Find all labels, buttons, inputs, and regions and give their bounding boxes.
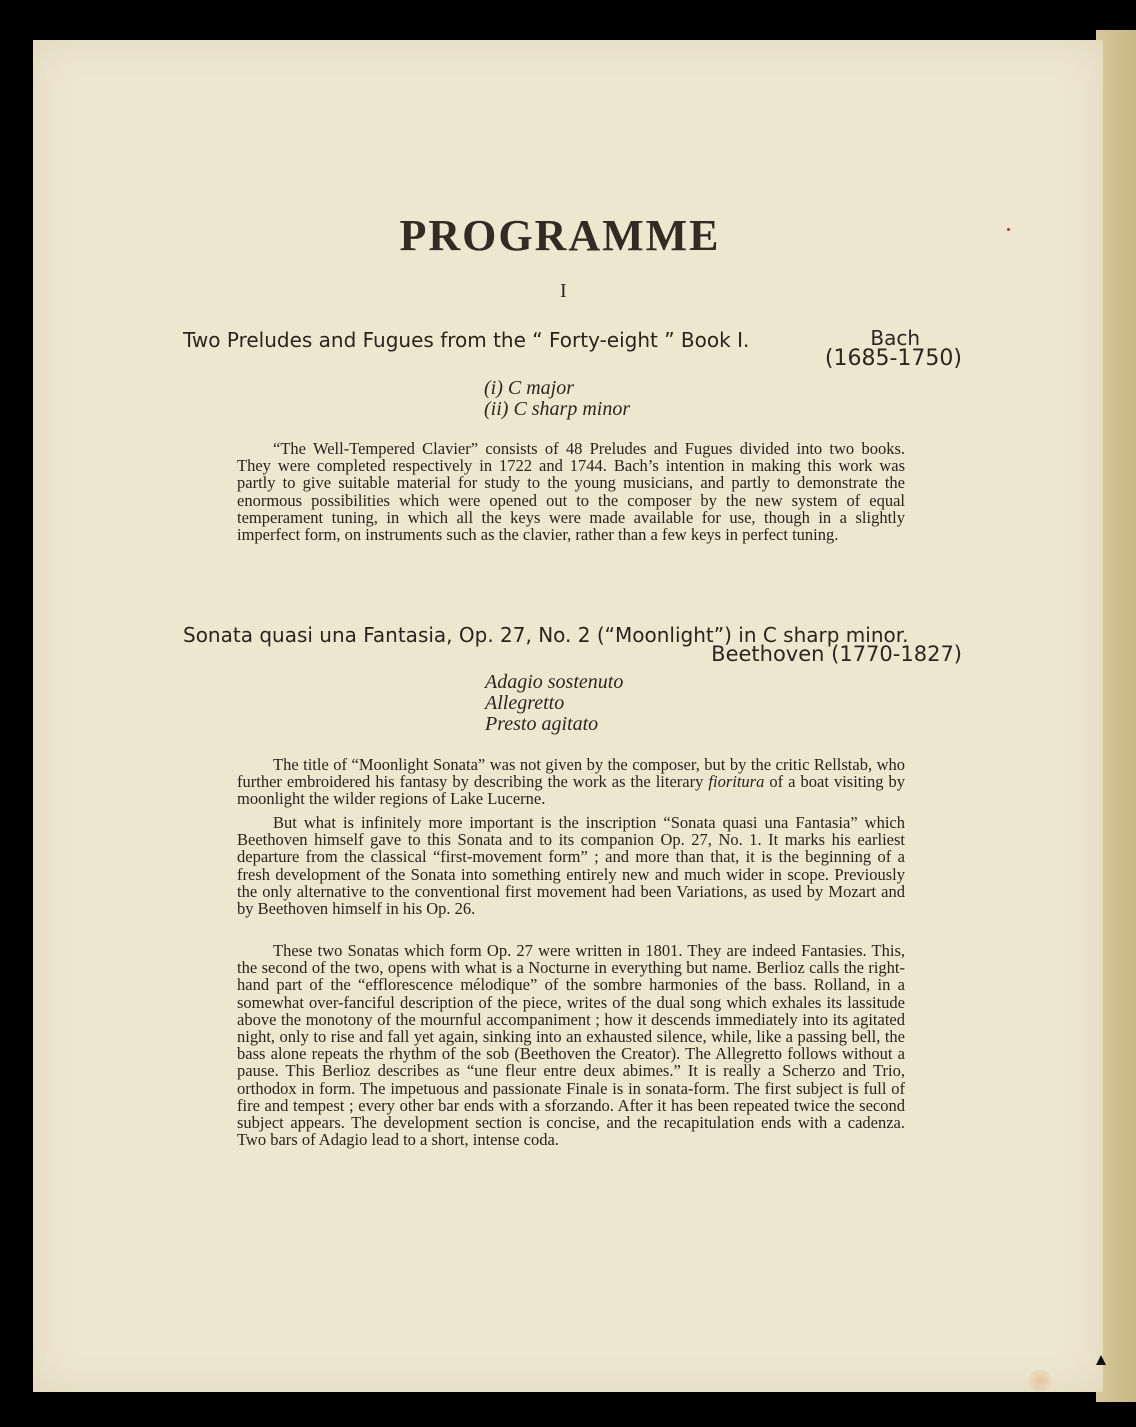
movement-key: C major (507, 377, 575, 399)
p1-text-start: The title of “Moonlight Sonata” was not given by the composer, but by the critic Rellstab, who further embroidered his fantasy by describing the work as the literary (237, 755, 905, 792)
movement-name: Allegretto (485, 692, 565, 714)
section1-composer: Bach (870, 326, 920, 350)
section1-dates: (1685-1750) (824, 346, 962, 371)
section2-paragraph-1 (237, 756, 905, 808)
section2-composer: Beethoven (1770-1827) (711, 642, 962, 666)
movement-item (484, 378, 630, 399)
paper-stain (1029, 1370, 1051, 1392)
page-title: PROGRAMME (399, 211, 721, 260)
movement-item (484, 399, 630, 420)
section1-title: Two Preludes and Fugues from the “ Forty-eight ” Book I. (183, 328, 750, 352)
section1-paragraph: “The Well-Tempered Clavier” consists of 48 Preludes and Fugues divided into two books. They were completed respectively in 1722 and 1744. Bach’s intention in making this work was partly to give suitable material for study to the young musicians, and partly to demonstrate the enormous possibilities which were opened out to the composer by the new system of equal temperament tuning, in which all the keys were made available for use, though in a slightly imperfect form, on instruments such as the clavier, rather than a few keys in perfect tuning. (237, 439, 905, 545)
movement-number: (i) (484, 377, 503, 399)
ink-speck (1007, 228, 1010, 231)
section2-paragraph-2: But what is infinitely more important is the inscription “Sonata quasi una Fantasia” which Beethoven himself gave to this Sonata and to its companion Op. 27, No. 1. It marks his earliest departure from the classical “first-movement form” ; and more than that, it is the beginning of a fresh development of the Sonata into something entirely new and much wider in scope. Previously the only alternative to the conventional first movement had been Variations, as used by Mozart and by Beethoven himself in his Op. 26. (237, 813, 905, 919)
corner-mark (1096, 1355, 1106, 1365)
section2-movements (485, 672, 623, 735)
section1-movements (484, 378, 630, 420)
movement-name: Adagio sostenuto (485, 671, 624, 693)
section2-title: Sonata quasi una Fantasia, Op. 27, No. 2 (“Moonlight”) in C sharp minor. (183, 623, 909, 647)
p1-italic-term: fioritura (708, 772, 765, 792)
movement-key: C sharp minor (513, 398, 631, 420)
part-numeral: I (560, 280, 567, 302)
movement-name: Presto agitato (485, 713, 599, 735)
movement-number: (ii) (484, 398, 509, 420)
p1-text-end: of a boat visiting by moonlight the wilder regions of Lake Lucerne. (237, 772, 906, 809)
section2-paragraph-3: These two Sonatas which form Op. 27 were written in 1801. They are indeed Fantasies. This, the second of the two, opens with what is a Nocturne in everything but name. Berlioz calls the right-hand part of the “efflorescence mélodique” of the sombre harmonies of the bass. Rolland, in a somewhat over-fanciful description of the piece, writes of the dual song which exhales its lassitude above the monotony of the mournful accompaniment ; how it descends immediately into its agitated night, only to rise and fall yet again, sinking into an exhausted silence, while, like a passing bell, the bass alone repeats the rhythm of the sob (Beethoven the Creator). The Allegretto follows without a pause. This Berlioz describes as “une fleur entre deux abimes.” It is really a Scherzo and Trio, orthodox in form. The impetuous and passionate Finale is in sonata-form. The first subject is full of fire and tempest ; every other bar ends with a sforzando. After it has been repeated twice the second subject appears. The development section is concise, and the recapitulation ends with a cadenza. Two bars of Adagio lead to a short, intense coda. (237, 941, 905, 1150)
